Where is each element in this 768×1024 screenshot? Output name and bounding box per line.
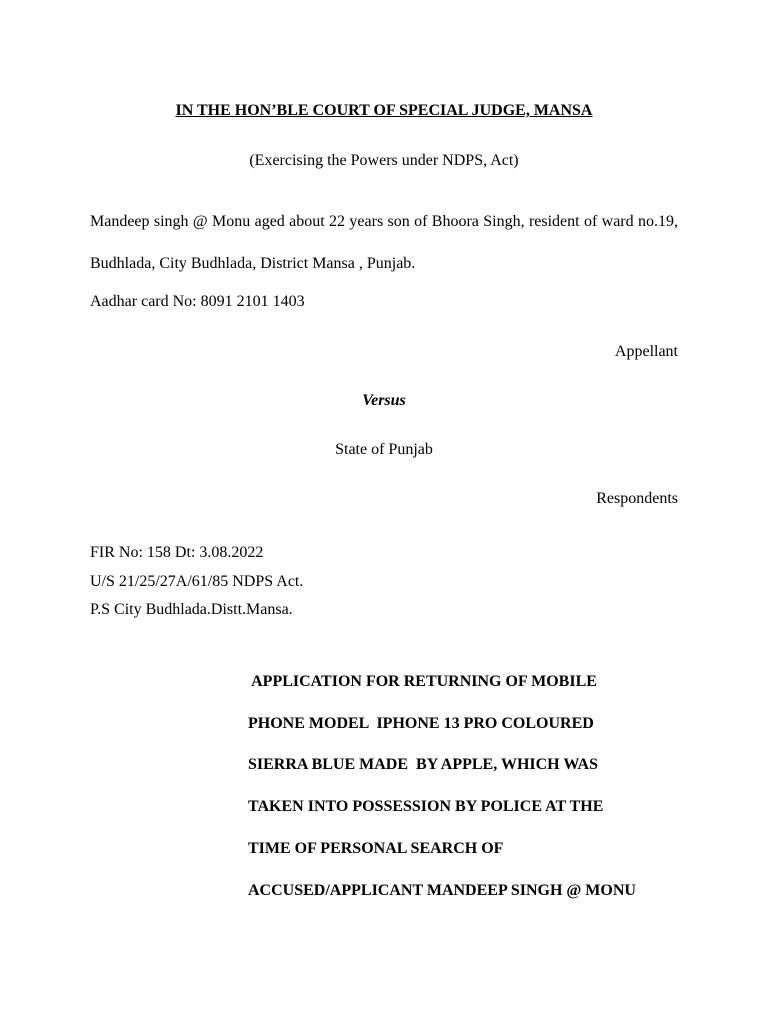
application-title-line: ACCUSED/APPLICANT MANDEEP SINGH @ MONU: [248, 881, 636, 899]
application-title-line: SIERRA BLUE MADE BY APPLE, WHICH WAS: [248, 756, 598, 774]
sections-charged: U/S 21/25/27A/61/85 NDPS Act.: [90, 572, 304, 590]
appellant-details: Mandeep singh @ Monu aged about 22 years son of Bhoora Singh, resident of ward no.19, Budhlada, City Budhlada, District Mansa , Punjab.: [90, 213, 678, 272]
versus-label: Versus: [362, 392, 406, 409]
police-station: P.S City Budhlada.Distt.Mansa.: [90, 601, 293, 618]
court-title: IN THE HON’BLE COURT OF SPECIAL JUDGE, MANSA: [175, 102, 593, 119]
application-title-line: PHONE MODEL IPHONE 13 PRO COLOURED: [248, 714, 594, 732]
appellant-label: Appellant: [614, 343, 678, 360]
fir-number: FIR No: 158 Dt: 3.08.2022: [90, 544, 264, 561]
jurisdiction-note: (Exercising the Powers under NDPS, Act): [249, 152, 519, 169]
case-info-block: [90, 539, 303, 625]
application-title: [248, 661, 688, 911]
application-title-line: TIME OF PERSONAL SEARCH OF: [248, 839, 504, 857]
application-title-line: TAKEN INTO POSSESSION BY POLICE AT THE: [248, 798, 604, 816]
application-title-line: APPLICATION FOR RETURNING OF MOBILE: [248, 673, 597, 690]
aadhar-number: Aadhar card No: 8091 2101 1403: [90, 293, 305, 310]
respondents-label: Respondents: [596, 490, 678, 507]
respondent-name: State of Punjab: [335, 441, 433, 458]
